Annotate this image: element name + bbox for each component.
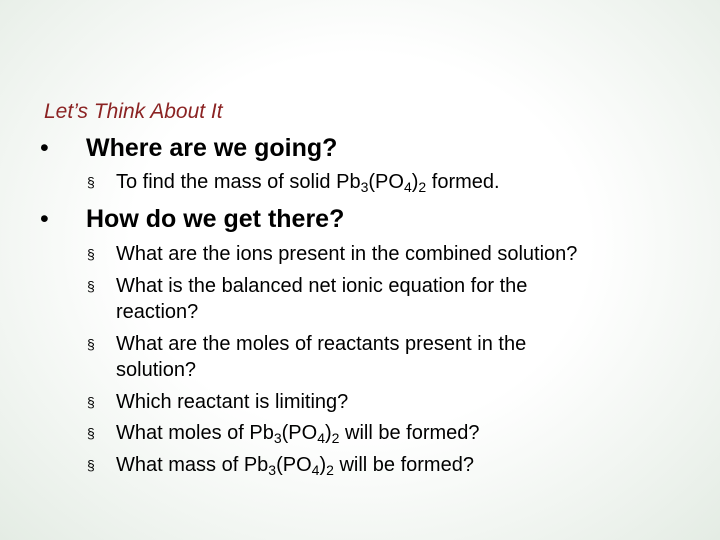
sub-bullet-marker: § — [87, 457, 95, 473]
sub-bullet-marker: § — [87, 246, 95, 262]
bullet-text: Where are we going? — [86, 134, 338, 162]
sub-bullet-marker: § — [87, 394, 95, 410]
bullet-text: How do we get there? — [86, 205, 345, 233]
bullet-marker: • — [40, 134, 49, 162]
sub-bullet-marker: § — [87, 278, 95, 294]
sub-bullet-marker: § — [87, 425, 95, 441]
sub-item-text: Which reactant is limiting? — [116, 391, 349, 413]
sub-item-text: To find the mass of solid $Pb_3(PO_4)_2$ formed. — [116, 171, 500, 195]
slide-title: Let’s Think About It — [44, 100, 223, 123]
sub-item-text: What are the moles of reactants present in the solution? — [116, 333, 527, 381]
sub-item-text: What mass of $Pb_3(PO_4)_2$ will be formed? — [116, 454, 474, 478]
bullet-marker: • — [40, 205, 49, 233]
sub-item-text: What are the ions present in the combined solution? — [116, 243, 578, 265]
sub-bullet-marker: § — [87, 336, 95, 352]
sub-bullet-marker: § — [87, 174, 95, 190]
sub-item-text: What is the balanced net ionic equation for the reaction? — [116, 275, 528, 323]
sub-item-text: What moles of $Pb_3(PO_4)_2$ will be formed? — [116, 422, 480, 446]
